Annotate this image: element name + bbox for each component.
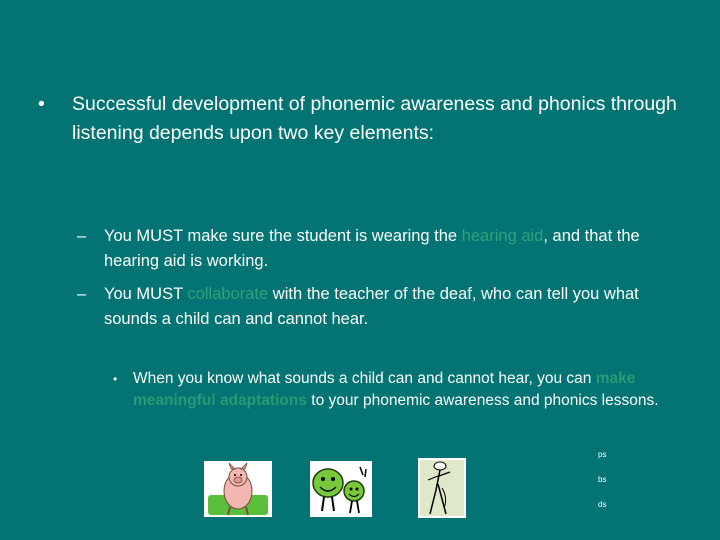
sub-bullet-text (104, 224, 692, 274)
bullet-symbol: • (38, 93, 45, 115)
bullet-symbol: • (113, 372, 118, 386)
main-bullet-text: Successful development of phonemic awareness and phonics through listening depends upon two key elements: (72, 93, 677, 144)
pig-clipart (204, 461, 272, 517)
highlight-collaborate: collaborate (187, 285, 269, 303)
text-segment: When you know what sounds a child can and cannot hear, you can (133, 370, 596, 387)
highlight-adaptations: make meaningful adaptations (133, 370, 636, 409)
sub-bullet-collaborate (77, 282, 692, 332)
sub-bullet-hearing-aid (77, 224, 692, 274)
text-segment: to your phonemic awareness and phonics lessons. (306, 392, 659, 409)
stick-figure-clipart (418, 458, 466, 518)
sub-bullet-text (104, 282, 692, 332)
sub-sub-bullet-text (133, 368, 683, 412)
dash-symbol: – (77, 227, 87, 245)
phoneme-label: bs (598, 475, 607, 484)
text-segment: You MUST make sure the student is wearing the (104, 227, 462, 245)
text-segment: , and that the hearing aid is working. (104, 227, 640, 270)
sub-sub-bullet-adaptations (113, 368, 683, 412)
main-bullet (38, 90, 678, 148)
two-faces-clipart (310, 461, 372, 517)
text-segment: You MUST (104, 285, 188, 303)
text-segment: with the teacher of the deaf, who can tell you what sounds a child can and cannot hear. (104, 285, 639, 328)
dash-symbol: – (77, 285, 87, 303)
phoneme-label: ds (598, 500, 607, 509)
highlight-hearing-aid: hearing aid (461, 227, 544, 245)
phoneme-label: ps (598, 450, 607, 459)
